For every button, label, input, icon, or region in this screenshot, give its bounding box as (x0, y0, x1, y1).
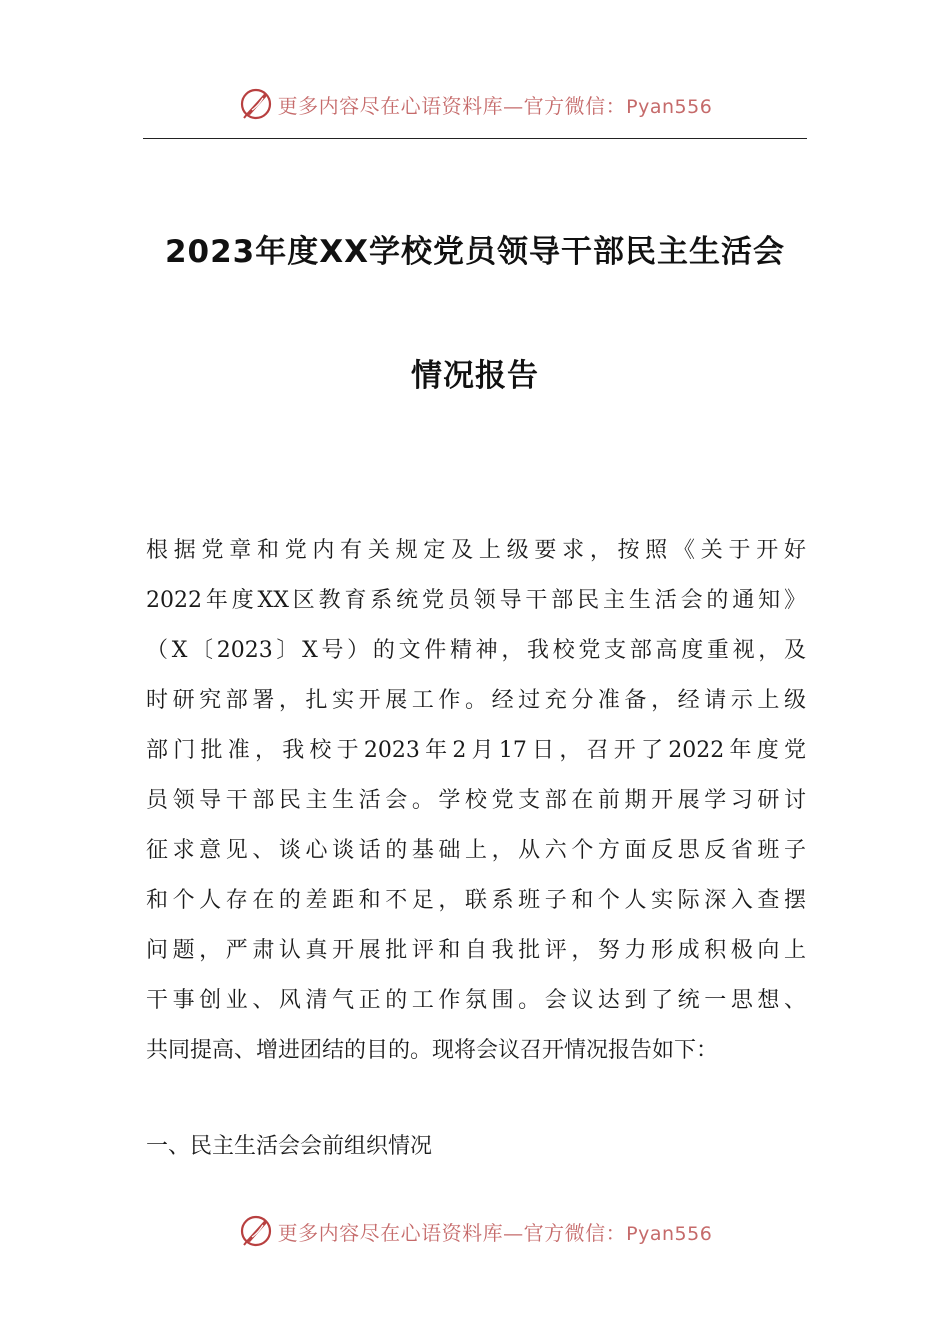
wechat-id: Pyan556 (626, 1222, 713, 1245)
paragraph-line: 根据党章和党内有关规定及上级要求，按照《关于开好 (146, 538, 806, 563)
paragraph-line: （X〔2023〕X号）的文件精神，我校党支部高度重视，及 (146, 638, 806, 663)
wechat-id: Pyan556 (626, 95, 713, 118)
intro-paragraph (146, 526, 806, 1076)
paragraph-line: 共同提高、增进团结的目的。现将会议召开情况报告如下： (146, 1038, 719, 1063)
paragraph-line: 和个人存在的差距和不足，联系班子和个人实际深入查摆 (146, 888, 806, 913)
header-divider (143, 138, 807, 139)
paragraph-line: 问题，严肃认真开展批评和自我批评，努力形成积极向上 (146, 938, 806, 963)
paragraph-line: 时研究部署，扎实开展工作。经过充分准备，经请示上级 (146, 688, 806, 713)
footer-watermark-banner (0, 1209, 950, 1253)
paragraph-line: 干事创业、风清气正的工作氛围。会议达到了统一思想、 (146, 988, 806, 1013)
paragraph-line: 2022年度XX区教育系统党员领导干部民主生活会的通知》 (146, 588, 806, 613)
quill-pen-logo-icon (238, 86, 274, 122)
watermark-text: 更多内容尽在心语资料库—官方微信：Pyan556 (277, 93, 713, 118)
section-heading: 一、民主生活会会前组织情况 (146, 1134, 433, 1159)
document-title-line-1: 2023年度XX学校党员领导干部民主生活会 (164, 234, 786, 270)
quill-pen-logo-icon (238, 1213, 274, 1249)
header-watermark-banner (0, 82, 950, 126)
paragraph-line: 部门批准，我校于2023年2月17日，召开了2022年度党 (146, 738, 806, 763)
document-title-line-2: 情况报告 (411, 358, 539, 394)
paragraph-line: 员领导干部民主生活会。学校党支部在前期开展学习研讨 (146, 788, 806, 813)
paragraph-line: 征求意见、谈心谈话的基础上，从六个方面反思反省班子 (146, 838, 806, 863)
watermark-text: 更多内容尽在心语资料库—官方微信：Pyan556 (277, 1220, 713, 1245)
